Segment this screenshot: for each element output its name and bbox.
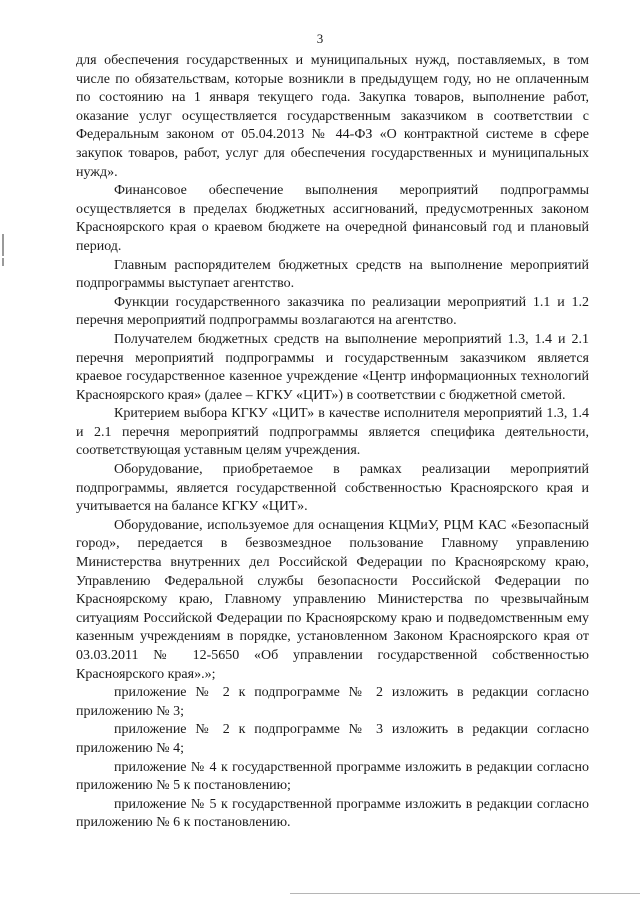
- scan-artifact-mark: [2, 258, 4, 266]
- paragraph-budget-recipient: Получателем бюджетных средств на выполнение мероприятий 1.3, 1.4 и 2.1 перечня мероприятий подпрограммы и государственным заказчиком является краевое государственное казенное учреждение «Центр информационных технологий Красноярского края» (далее – КГКУ «ЦИТ») в соответствии с бюджетной сметой.: [76, 331, 589, 403]
- paragraph-financing: Финансовое обеспечение выполнения мероприятий подпрограммы осуществляется в пределах бюджетных ассигнований, предусмотренных законом Красноярского края о краевом бюджете на очередной финансовый год и плановый период.: [76, 183, 589, 254]
- paragraph-customer-functions: Функции государственного заказчика по реализации мероприятий 1.1 и 1.2 перечня мероприятий подпрограммы возлагаются на агентство.: [76, 294, 589, 329]
- paragraph-amendment-3: приложение № 4 к государственной программе изложить в редакции согласно приложению № 5 к постановлению;: [76, 759, 589, 794]
- paragraph-equipment-transfer: Оборудование, используемое для оснащения КЦМиУ, РЦМ КАС «Безопасный город», передается в безвозмездное пользование Главному управлению Министерства внутренних дел Российской Федерации по Красноярскому краю, Управлению Федеральной службы безопасности Российской Федерации по Красноярскому краю, Главному управлению Министерства по чрезвычайным ситуациям Российской Федерации по Красноярскому краю и подведомственным ему казенным учреждениям в порядке, установленном Законом Красноярского края от 03.03.2011 № 12-5650 «Об управлении государственной собственностью Красноярского края».»;: [76, 517, 589, 682]
- paragraph-selection-criterion: Критерием выбора КГКУ «ЦИТ» в качестве исполнителя мероприятий 1.3, 1.4 и 2.1 перечня мероприятий подпрограммы является специфика деятельности, соответствующая уставным целям учреждения.: [76, 406, 589, 459]
- document-body: [76, 52, 589, 833]
- page-number: 3: [316, 31, 324, 46]
- page-bottom-edge: [290, 893, 640, 894]
- paragraph-main-manager: Главным распорядителем бюджетных средств на выполнение мероприятий подпрограммы выступает агентство.: [76, 257, 589, 292]
- scan-artifact-mark: [2, 234, 4, 256]
- paragraph-procurement: для обеспечения государственных и муниципальных нужд, поставляемых, в том числе по обязательствам, которые возникли в предыдущем году, но не оплаченным по состоянию на 1 января текущего года. Закупка товаров, выполнение работ, оказание услуг осуществляется государственным заказчиком в соответствии с Федеральным законом от 05.04.2013 № 44-ФЗ «О контрактной системе в сфере закупок товаров, работ, услуг для обеспечения государственных и муниципальных нужд».: [76, 53, 589, 180]
- paragraph-equipment-ownership: Оборудование, приобретаемое в рамках реализации мероприятий подпрограммы, является государственной собственностью Красноярского края и учитывается на балансе КГКУ «ЦИТ».: [76, 462, 589, 515]
- paragraph-amendment-2: приложение № 2 к подпрограмме № 3 изложить в редакции согласно приложению № 4;: [76, 722, 589, 756]
- paragraph-amendment-1: приложение № 2 к подпрограмме № 2 изложить в редакции согласно приложению № 3;: [76, 685, 589, 719]
- paragraph-amendment-4: приложение № 5 к государственной программе изложить в редакции согласно приложению № 6 к постановлению.: [76, 796, 589, 831]
